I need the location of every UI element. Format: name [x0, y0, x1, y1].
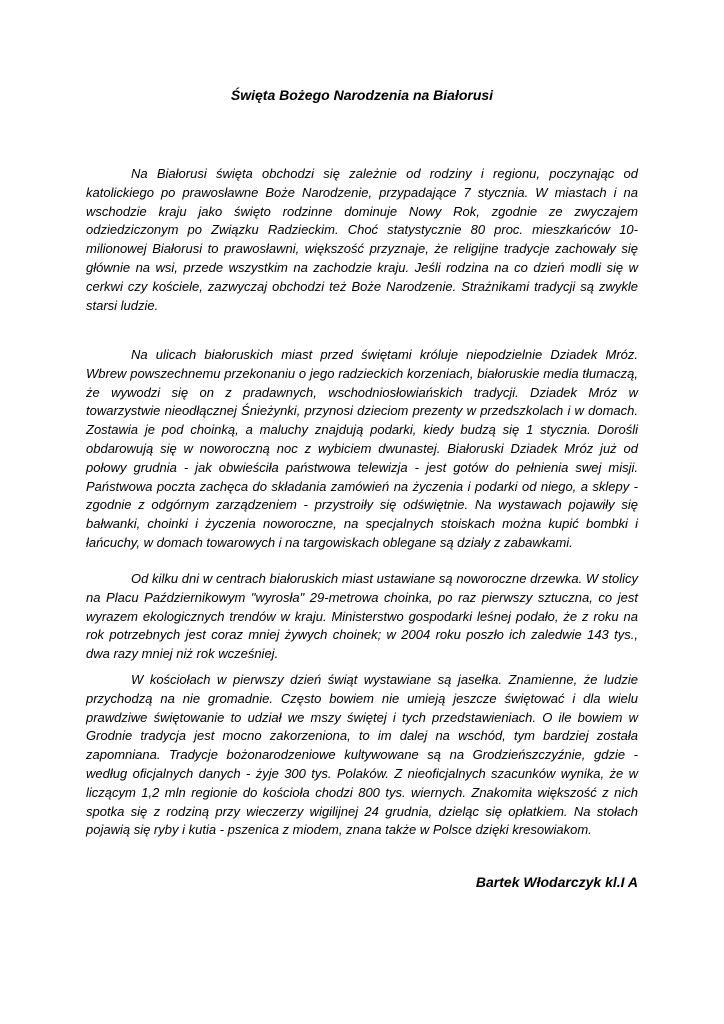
author-signature: Bartek Włodarczyk kl.I A — [475, 874, 638, 890]
document-title: Święta Bożego Narodzenia na Białorusi — [230, 87, 494, 103]
paragraph-4: W kościołach w pierwszy dzień świąt wystawiane są jasełka. Znamienne, że ludzie przychodzą na nie gromadnie. Często bowiem nie umieją jeszcze świętować i dla wielu prawdziwe świętowanie to udział we mszy świętej i tych przedstawieniach. O ile bowiem w Grodnie tradycja jest mocno zakorzeniona, to im dalej na wschód, tym bardziej została zapomniana. Tradycje bożonarodzeniowe kultywowane są na Grodzieńszczyźnie, gdzie - według oficjalnych danych - żyje 300 tys. Polaków. Z nieoficjalnych szacunków wynika, że w liczącym 1,2 mln regionie do kościoła chodzi 800 tys. wiernych. Znakomita większość z nich spotka się z rodziną przy wieczerzy wigilijnej 24 grudnia, dzieląc się opłatkiem. Na stołach pojawią się ryby i kutia - pszenica z miodem, znana także w Polsce dzięki kresowiakom. — [86, 672, 638, 838]
paragraph-1: Na Białorusi święta obchodzi się zależnie od rodziny i regionu, poczynając od katolickiego po prawosławne Boże Narodzenie, przypadające 7 stycznia. W miastach i na wschodzie kraju jako święto rodzinne dominuje Nowy Rok, zgodnie ze zwyczajem odziedziczonym po Związku Radzieckim. Choć statystycznie 80 proc. mieszkańców 10-milionowej Białorusi to prawosławni, większość przyznaje, że religijne tradycje zachowały się głównie na wsi, przede wszystkim na zachodzie kraju. Jeśli rodzina na co dzień modli się w cerkwi czy kościele, zazwyczaj obchodzi też Boże Narodzenie. Strażnikami tradycji są zwykle starsi ludzie. — [86, 166, 638, 313]
paragraph-3: Od kilku dni w centrach białoruskich miast ustawiane są noworoczne drzewka. W stolicy na Placu Październikowym "wyrosła" 29-metrowa choinka, po raz pierwszy sztuczna, co jest wyrazem ekologicznych trendów w kraju. Ministerstwo gospodarki leśnej podało, że z roku na rok potrzebnych jest coraz mniej żywych choinek; w 2004 roku poszło ich zaledwie 143 tys., dwa razy mniej niż rok wcześniej. — [86, 571, 638, 662]
paragraph-2: Na ulicach białoruskich miast przed świętami króluje niepodzielnie Dziadek Mróz. Wbrew powszechnemu przekonaniu o jego radzieckich korzeniach, białoruskie media tłumaczą, że wywodzi się on z pradawnych, wschodniosłowiańskich tradycji. Dziadek Mróz w towarzystwie nieodłącznej Śnieżynki, przynosi dzieciom prezenty w przedszkolach i w domach. Zostawia je pod choinką, a maluchy znajdują podarki, kiedy budzą się 1 stycznia. Dorośli obdarowują się w noworoczną noc z wybiciem dwunastej. Białoruski Dziadek Mróz już od połowy grudnia - jak obwieściła państwowa telewizja - jest gotów do pełnienia swej misji. Państwowa poczta zachęca do składania zamówień na życzenia i podarki od niego, a sklepy - zgodnie z odgórnym zarządzeniem - przystroiły się odświętnie. Na wystawach pojawiły się bałwanki, choinki i życzenia noworoczne, na specjalnych stoiskach można kupić bombki i łańcuchy, w domach towarowych i na targowiskach oblegane są działy z zabawkami. — [86, 347, 638, 550]
